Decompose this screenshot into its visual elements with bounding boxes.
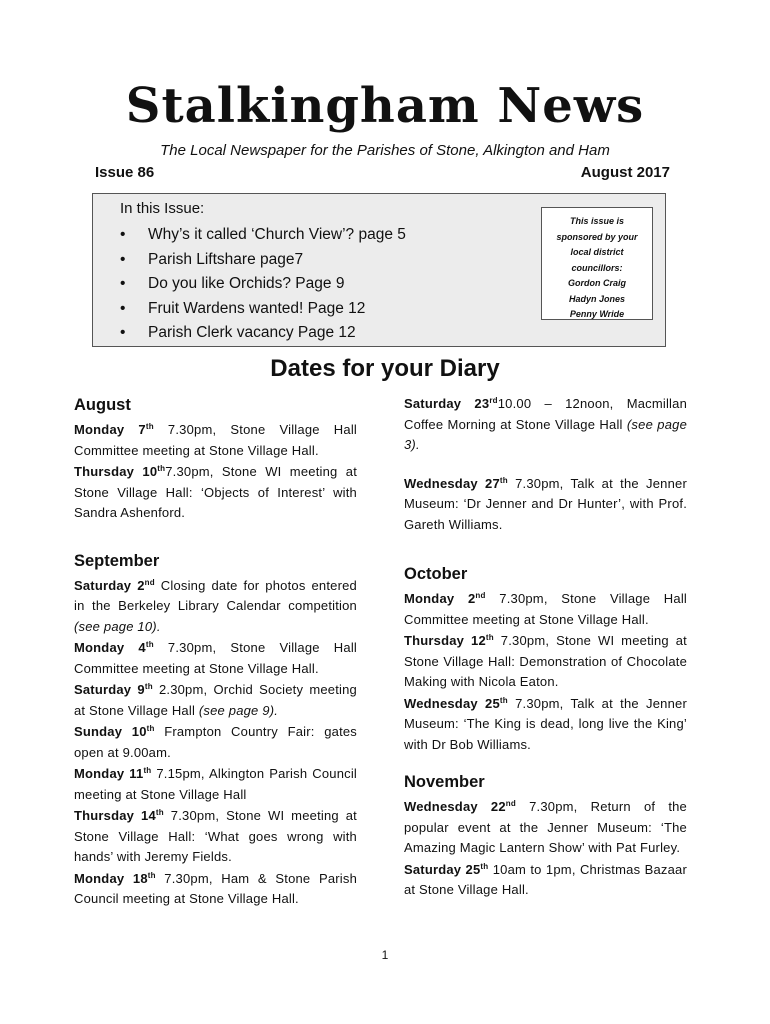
entry-day-suffix: th: [485, 633, 494, 642]
entry-day: [74, 578, 155, 593]
entry-day-text: Monday 18: [74, 870, 148, 886]
entry-day-suffix: th: [480, 861, 489, 871]
entry-text: 7.30pm, Ham & Stone Parish Council meeting at Stone Village Hall.: [74, 870, 357, 906]
sponsor-line: councillors:: [571, 262, 623, 273]
entry-text: 10.00 – 12noon, Macmillan Coffee Morning at Stone Village Hall: [404, 396, 688, 432]
entry-day: [74, 724, 155, 739]
diary-section: [404, 563, 687, 755]
issue-number: Issue 86: [95, 164, 155, 181]
entry-note: (see page 10).: [74, 618, 161, 634]
diary-section: [74, 394, 357, 524]
in-this-issue-list: [93, 223, 406, 346]
entry-text: 7.30pm, Talk at the Jenner Museum: ‘Dr Jenner and Dr Hunter’, with Prof. Gareth Williams.: [404, 475, 688, 532]
sponsor-line: sponsored by your: [556, 231, 638, 242]
masthead-title: Stalkingham News: [125, 78, 645, 134]
month-heading: November: [404, 773, 485, 791]
entry-day-text: Thursday 14: [74, 808, 156, 823]
entry-day-suffix: nd: [475, 591, 486, 600]
entry-day: [404, 799, 516, 814]
entry-day-text: Wednesday 22: [404, 799, 506, 814]
entry-text: Closing date for photos entered in the Berkeley Library Calendar competition: [74, 577, 357, 613]
entry-day-text: Saturday 23: [404, 396, 490, 411]
page-number: 1: [381, 948, 389, 962]
issue-item: • Parish Clerk vacancy Page 12: [93, 321, 406, 346]
diary-section: [74, 550, 357, 910]
entry-day-text: Monday 2: [404, 591, 476, 606]
diary-entry: [74, 869, 357, 910]
entry-day-suffix: th: [147, 870, 156, 880]
diary-entry: [404, 589, 687, 630]
issue-item: • Do you like Orchids? Page 9: [93, 272, 406, 297]
entry-day-suffix: rd: [489, 396, 498, 405]
entry-text: 7.15pm, Alkington Parish Council meeting at Stone Village Hall: [74, 766, 357, 802]
entry-day: [404, 696, 508, 711]
entry-day-text: Monday 11: [74, 766, 144, 781]
entry-day: [74, 766, 151, 781]
entry-day: [404, 862, 488, 877]
entry-text: 7.30pm, Stone Village Hall Committee meeting at Stone Village Hall.: [74, 422, 357, 458]
in-this-issue-heading: In this Issue:: [120, 200, 205, 217]
entry-day-text: Sunday 10: [74, 724, 147, 739]
entry-day: [74, 640, 154, 655]
entry-day-suffix: nd: [144, 577, 155, 587]
entry-day-suffix: th: [157, 464, 166, 473]
entry-day-suffix: th: [499, 475, 508, 485]
entry-text: 7.30pm, Stone Village Hall Committee meeting at Stone Village Hall.: [74, 640, 357, 676]
diary-entry: [74, 576, 357, 638]
entry-text: 10am to 1pm, Christmas Bazaar at Stone Village Hall.: [404, 861, 687, 897]
entry-note: (see page 9).: [198, 702, 279, 718]
diary-entry: [74, 722, 357, 763]
entry-day-text: Saturday 2: [74, 577, 145, 593]
entry-day-suffix: th: [499, 695, 508, 705]
entry-day-suffix: th: [145, 640, 154, 649]
entry-day-suffix: th: [144, 682, 153, 691]
entry-day: [74, 422, 154, 437]
entry-day-text: Thursday 10: [74, 464, 158, 479]
sponsor-line: local district: [570, 247, 624, 257]
diary-entry: [74, 420, 357, 461]
diary-entry: [74, 806, 357, 868]
month-heading: September: [74, 551, 160, 570]
entry-day-suffix: th: [145, 422, 154, 431]
entry-day: [404, 396, 498, 411]
entry-text: 7.30pm, Return of the popular event at the Jenner Museum: ‘The Amazing Magic Lantern Show’ with Pat Furley.: [404, 799, 687, 855]
entry-day-suffix: th: [143, 766, 152, 775]
entry-day: [404, 591, 486, 606]
entry-text: 7.30pm, Stone Village Hall Committee meeting at Stone Village Hall.: [404, 591, 687, 627]
diary-entry: [404, 631, 687, 693]
diary-section: [404, 394, 687, 535]
sponsor-line: This issue is: [569, 216, 625, 226]
entry-day: [74, 464, 165, 479]
entry-day-text: Saturday 25: [404, 861, 481, 877]
sponsor-line: Gordon Craig: [568, 278, 626, 288]
entry-day: [404, 633, 494, 648]
entry-day: [74, 808, 164, 823]
entry-day-text: Wednesday 25: [404, 695, 500, 711]
in-this-issue-box: [92, 193, 666, 347]
issue-item: • Fruit Wardens wanted! Page 12: [93, 297, 406, 322]
entry-text: 7.30pm, Stone WI meeting at Stone Village Hall: ‘What goes wrong with hands’ with Jeremy Fields.: [74, 808, 357, 864]
sponsor-line: Hadyn Jones: [568, 293, 626, 304]
diary-right-column: [404, 394, 687, 902]
diary-section: [404, 771, 687, 901]
entry-day-suffix: th: [146, 724, 155, 733]
sponsor-box: [541, 207, 653, 320]
diary-entry: [74, 462, 357, 524]
sponsor-line: Penny Wride: [569, 309, 625, 319]
tagline: The Local Newspaper for the Parishes of Stone, Alkington and Ham: [160, 142, 610, 159]
entry-day: [404, 476, 508, 491]
diary-entry: [404, 394, 687, 456]
entry-day-suffix: nd: [505, 799, 516, 808]
entry-day: [74, 871, 156, 886]
entry-text: 7.30pm, Talk at the Jenner Museum: ‘The King is dead, long live the King’ with Dr Bob Williams.: [404, 695, 688, 752]
entry-text: 7.30pm, Stone WI meeting at Stone Village Hall: Demonstration of Chocolate Making with Nicola Eaton.: [404, 633, 687, 689]
diary-title: Dates for your Diary: [270, 355, 500, 382]
issue-item: • Why’s it called ‘Church View’? page 5: [93, 223, 406, 248]
diary-left-column: [74, 394, 357, 911]
entry-note: (see page 3).: [404, 416, 687, 452]
month-heading: August: [74, 396, 131, 414]
issue-date: August 2017: [580, 164, 670, 181]
entry-day-text: Saturday 9: [74, 682, 145, 697]
diary-entry: [74, 680, 357, 721]
entry-text: Frampton Country Fair: gates open at 9.00am.: [74, 724, 358, 760]
diary-entry: [404, 797, 687, 859]
entry-text: 7.30pm, Stone WI meeting at Stone Village Hall: ‘Objects of Interest’ with Sandra Ashenford.: [74, 464, 358, 520]
entry-day: [74, 682, 153, 697]
entry-day-text: Monday 7: [74, 422, 146, 437]
month-heading: October: [404, 565, 468, 583]
entry-day-text: Monday 4: [74, 640, 146, 655]
diary-entry: [404, 694, 687, 756]
entry-day-text: Wednesday 27: [404, 475, 500, 491]
diary-entry: [74, 638, 357, 679]
diary-entry: [74, 764, 357, 805]
diary-entry: [404, 474, 687, 536]
entry-day-text: Thursday 12: [404, 633, 486, 648]
issue-item: • Parish Liftshare page7: [93, 248, 406, 273]
entry-day-suffix: th: [155, 808, 164, 817]
diary-entry: [404, 860, 687, 901]
entry-text: 2.30pm, Orchid Society meeting at Stone Village Hall: [74, 682, 357, 718]
